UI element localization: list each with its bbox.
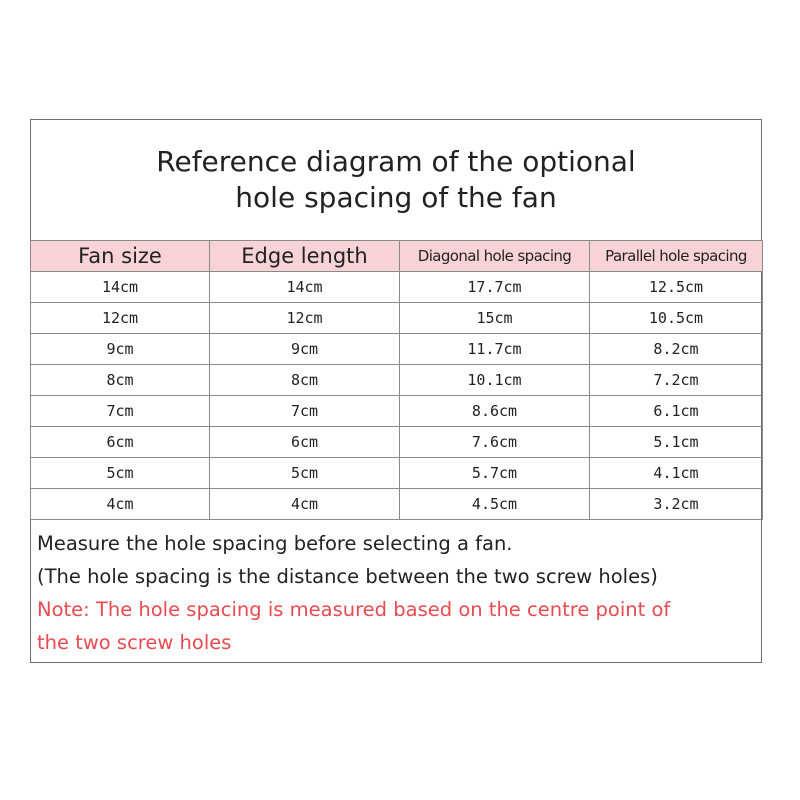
cell-parallel-spacing: 6.1cm	[590, 396, 763, 427]
note-warning-line-2: the two screw holes	[37, 631, 232, 654]
cell-fan-size: 8cm	[31, 365, 210, 396]
header-fan-size: Fan size	[31, 241, 210, 272]
cell-edge-length: 12cm	[210, 303, 400, 334]
cell-edge-length: 4cm	[210, 489, 400, 520]
cell-fan-size: 14cm	[31, 272, 210, 303]
page-title	[31, 144, 761, 216]
table-row	[31, 334, 763, 365]
table-row	[31, 489, 763, 520]
cell-diagonal-spacing: 7.6cm	[400, 427, 590, 458]
header-diagonal-hole-spacing: Diagonal hole spacing	[400, 241, 590, 272]
header-parallel-hole-spacing: Parallel hole spacing	[590, 241, 763, 272]
cell-fan-size: 12cm	[31, 303, 210, 334]
cell-diagonal-spacing: 11.7cm	[400, 334, 590, 365]
note-warning-line-1: Note: The hole spacing is measured based on the centre point of	[37, 598, 671, 621]
cell-edge-length: 14cm	[210, 272, 400, 303]
cell-edge-length: 7cm	[210, 396, 400, 427]
cell-fan-size: 4cm	[31, 489, 210, 520]
cell-diagonal-spacing: 10.1cm	[400, 365, 590, 396]
cell-fan-size: 9cm	[31, 334, 210, 365]
cell-parallel-spacing: 7.2cm	[590, 365, 763, 396]
cell-fan-size: 7cm	[31, 396, 210, 427]
hole-spacing-definition: (The hole spacing is the distance between the two screw holes)	[37, 565, 658, 588]
table-header-row	[31, 241, 763, 272]
cell-edge-length: 5cm	[210, 458, 400, 489]
cell-edge-length: 6cm	[210, 427, 400, 458]
table-body	[31, 272, 763, 520]
cell-edge-length: 8cm	[210, 365, 400, 396]
cell-parallel-spacing: 4.1cm	[590, 458, 763, 489]
header-edge-length: Edge length	[210, 241, 400, 272]
cell-parallel-spacing: 3.2cm	[590, 489, 763, 520]
cell-diagonal-spacing: 5.7cm	[400, 458, 590, 489]
table-row	[31, 272, 763, 303]
measure-instruction: Measure the hole spacing before selecting a fan.	[37, 532, 513, 555]
cell-edge-length: 9cm	[210, 334, 400, 365]
cell-diagonal-spacing: 8.6cm	[400, 396, 590, 427]
table-row	[31, 396, 763, 427]
cell-parallel-spacing: 8.2cm	[590, 334, 763, 365]
cell-diagonal-spacing: 4.5cm	[400, 489, 590, 520]
hole-spacing-table	[30, 240, 763, 520]
table-row	[31, 303, 763, 334]
spec-card	[30, 119, 762, 663]
cell-fan-size: 5cm	[31, 458, 210, 489]
title-line-2: hole spacing of the fan	[235, 181, 557, 214]
cell-diagonal-spacing: 15cm	[400, 303, 590, 334]
notes-section	[37, 527, 757, 659]
cell-diagonal-spacing: 17.7cm	[400, 272, 590, 303]
table-row	[31, 458, 763, 489]
table-row	[31, 427, 763, 458]
table-row	[31, 365, 763, 396]
cell-parallel-spacing: 12.5cm	[590, 272, 763, 303]
cell-parallel-spacing: 10.5cm	[590, 303, 763, 334]
cell-fan-size: 6cm	[31, 427, 210, 458]
title-line-1: Reference diagram of the optional	[156, 145, 636, 178]
cell-parallel-spacing: 5.1cm	[590, 427, 763, 458]
